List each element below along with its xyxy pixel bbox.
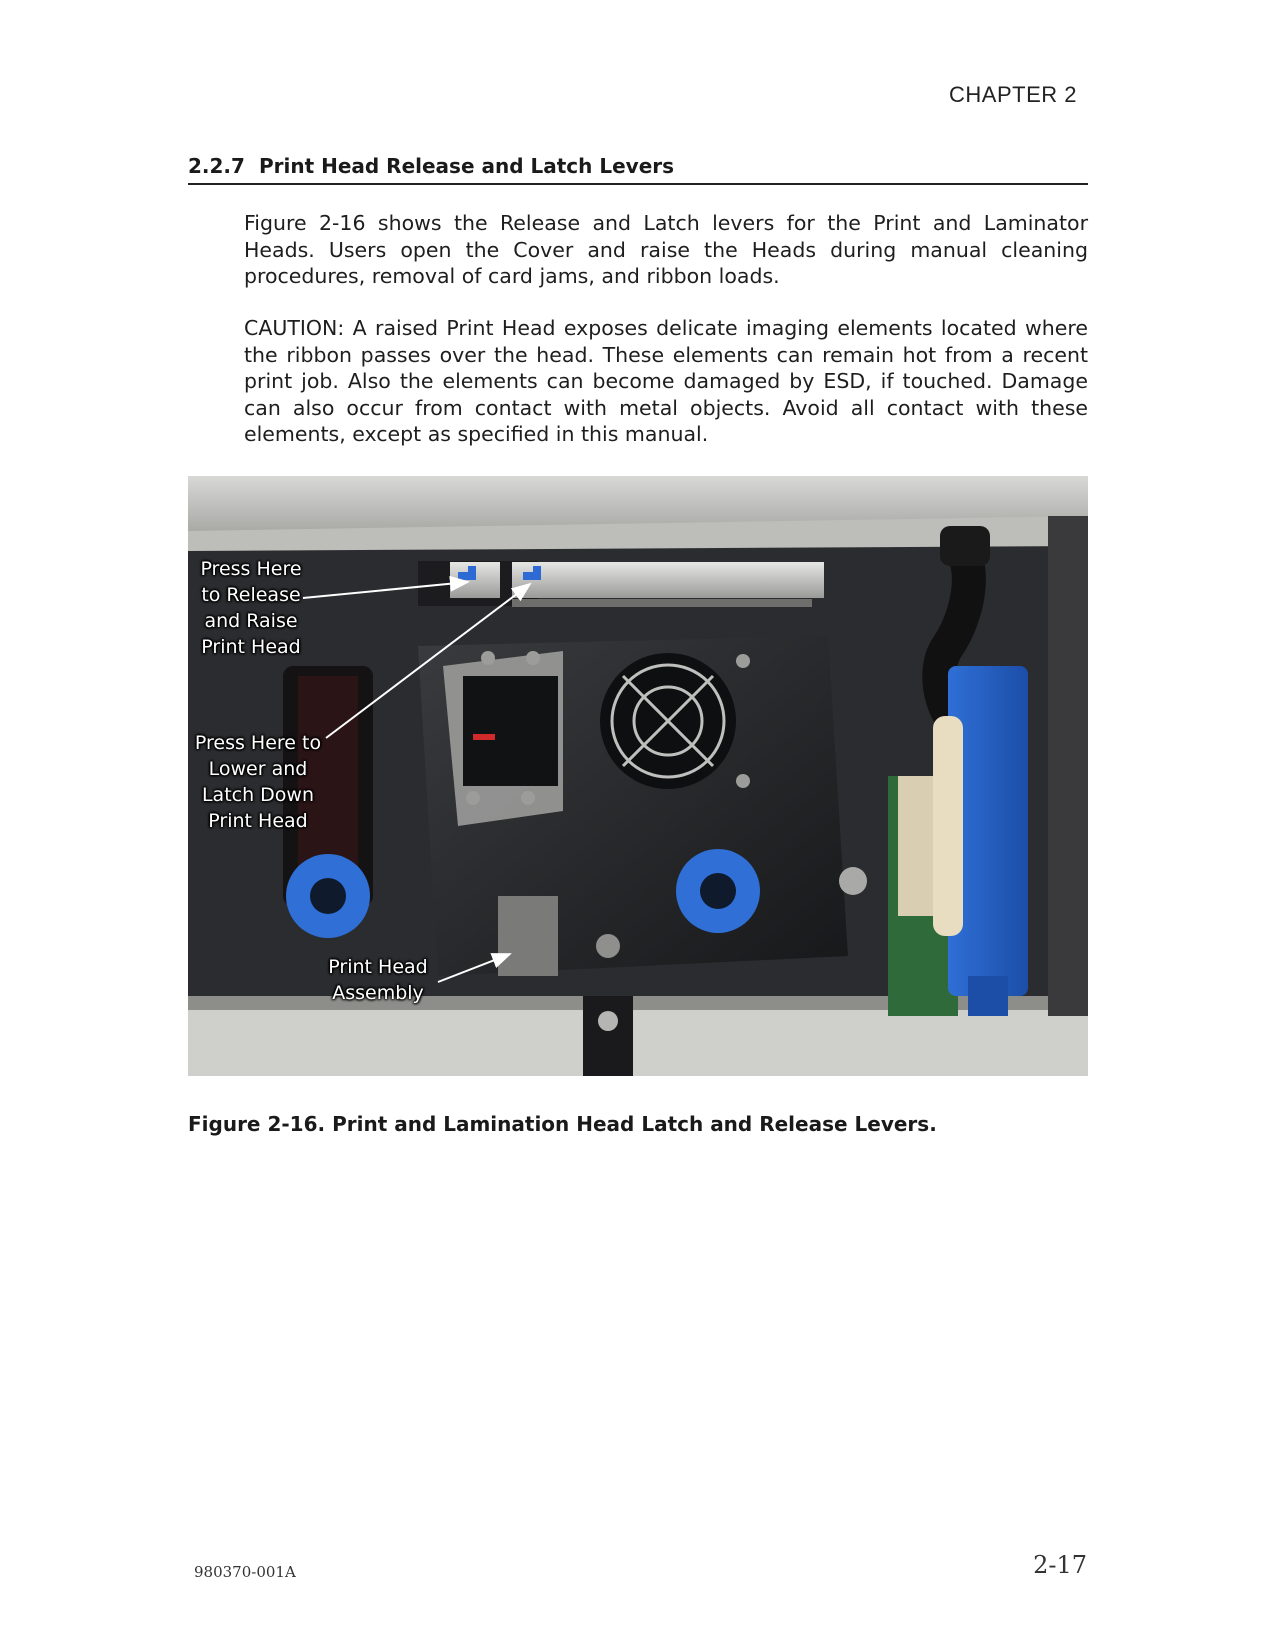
callout-lower-latch: Press Here to Lower and Latch Down Print Head — [194, 732, 322, 832]
intro-paragraph: Figure 2-16 shows the Release and Latch levers for the Print and Laminator Heads. Users open the Cover and raise the Heads during manual cleaning procedures, removal of card jams, and ribbon loads. — [244, 211, 1088, 288]
section-heading — [188, 154, 1088, 178]
page-number: 2-17 — [1033, 1551, 1087, 1579]
section-number: 2.2.7 — [188, 154, 245, 178]
caution-paragraph: CAUTION: A raised Print Head exposes delicate imaging elements located where the ribbon passes over the head. These elements can remain hot from a recent print job. Also the elements can become damaged by ESD, if touched. Damage can also occur from contact with metal objects. Avoid all contact with these elements, except as specified in this manual. — [244, 316, 1088, 446]
fan-grille — [600, 653, 736, 789]
document-number: 980370-001A — [194, 1563, 296, 1581]
section-title: Print Head Release and Latch Levers — [258, 154, 675, 178]
callout-release-raise: Press Here to Release and Raise Print Head — [200, 558, 302, 658]
figure-caption: Figure 2-16. Print and Lamination Head Latch and Release Levers. — [188, 1112, 937, 1136]
heading-divider — [188, 183, 1088, 185]
printer-photo — [188, 476, 1088, 1076]
latch-rail — [512, 562, 824, 598]
callout-print-head-assembly: Print Head Assembly — [328, 956, 428, 1004]
chapter-label: CHAPTER 2 — [949, 82, 1077, 107]
